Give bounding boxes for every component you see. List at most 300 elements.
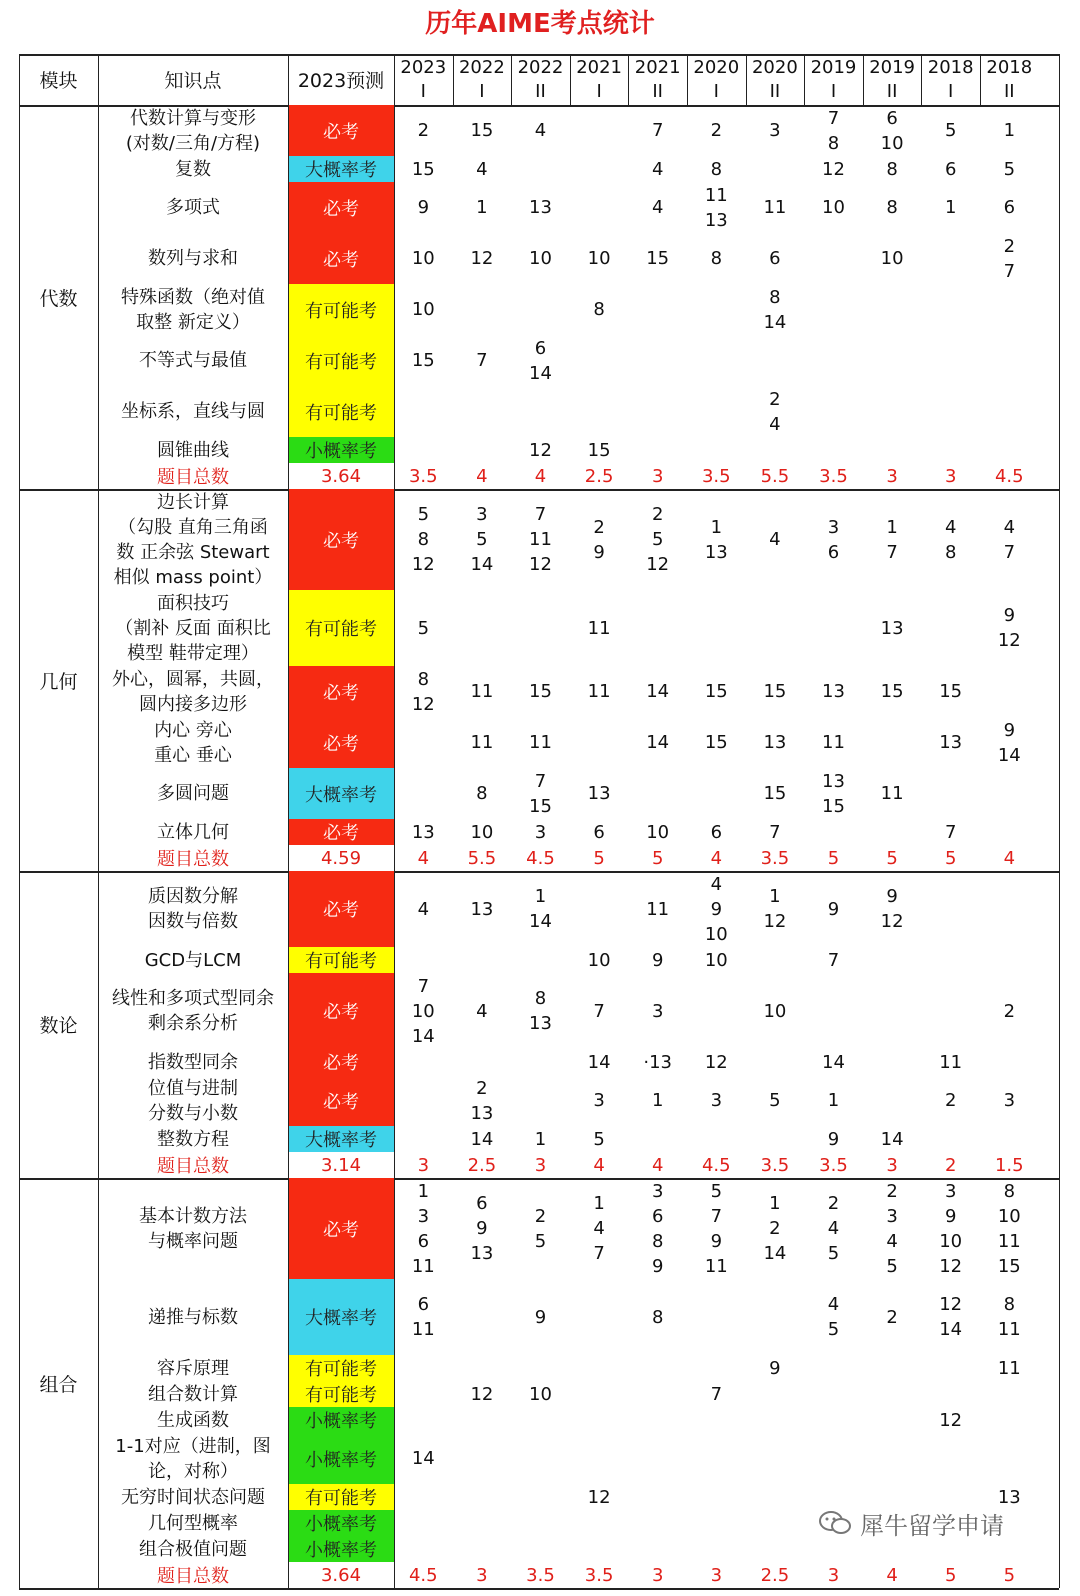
question-cell	[687, 590, 746, 666]
column-divider	[288, 54, 289, 1588]
question-cell: 10	[763, 1000, 787, 1022]
question-cell: 10	[470, 821, 494, 843]
question-cell: 8 10 11 15	[997, 1180, 1021, 1277]
header-year: 2018 I	[927, 56, 974, 102]
year-divider	[863, 54, 864, 105]
question-cell: 6 14	[529, 337, 552, 384]
topic-cell: 1-1对应（进制，图 论，对称）	[115, 1435, 271, 1482]
topic-cell: 坐标系，直线与圆	[121, 401, 265, 422]
total-cell: 3	[651, 465, 664, 487]
topic-cell: 基本计数方法 与概率问题	[139, 1205, 247, 1252]
question-cell: 2	[1003, 1000, 1016, 1022]
question-cell	[570, 1381, 629, 1407]
question-cell	[570, 1279, 629, 1355]
question-cell: 2	[710, 120, 723, 141]
question-cell	[394, 386, 453, 437]
question-cell: 4	[651, 197, 664, 218]
total-cell: 2.5	[584, 465, 614, 487]
watermark	[818, 1505, 1058, 1541]
prediction-badge: 大概率考	[288, 1126, 394, 1152]
question-cell	[394, 1536, 453, 1562]
question-cell: 7	[651, 120, 664, 141]
question-cell	[453, 1407, 512, 1433]
question-cell	[511, 1075, 570, 1126]
question-cell: 1 12	[763, 886, 787, 932]
question-cell	[804, 1355, 863, 1381]
question-cell	[628, 1407, 687, 1433]
topic-cell: 整数方程	[157, 1128, 229, 1150]
question-cell: 3	[710, 1090, 723, 1111]
question-cell: 14	[822, 1051, 845, 1073]
question-cell	[453, 1484, 512, 1510]
total-cell: 3	[827, 1564, 840, 1586]
question-cell	[628, 284, 687, 335]
question-cell	[394, 717, 453, 768]
prediction-badge: 必考	[288, 105, 394, 156]
question-cell: 5 8 12	[411, 504, 435, 575]
question-cell: 11	[529, 732, 552, 753]
question-cell: 8 14	[763, 286, 787, 333]
question-cell: 11	[880, 783, 904, 804]
question-cell: 3 6 8 9	[651, 1180, 664, 1277]
question-cell	[628, 590, 687, 666]
question-cell	[511, 1433, 570, 1484]
prediction-badge: 有可能考	[288, 947, 394, 973]
header-prediction: 2023预测	[297, 70, 385, 92]
question-cell: 6 9 13	[470, 1193, 494, 1264]
question-cell	[511, 1510, 570, 1536]
question-cell	[980, 437, 1039, 463]
question-cell: 15	[529, 681, 552, 702]
question-cell	[628, 335, 687, 386]
module-name: 数论	[39, 1015, 78, 1037]
prediction-badge: 必考	[288, 973, 394, 1049]
module-name: 组合	[39, 1373, 78, 1396]
question-cell	[687, 1279, 746, 1355]
total-cell: 1.5	[994, 1154, 1024, 1176]
question-cell: 1 4 7	[593, 1193, 605, 1264]
question-cell: 11	[763, 197, 787, 218]
question-cell	[628, 386, 687, 437]
question-cell: 9 12	[997, 605, 1021, 651]
question-cell: 14	[470, 1128, 494, 1150]
question-cell: 1	[944, 197, 957, 218]
question-cell	[980, 386, 1039, 437]
question-cell: 10	[704, 949, 728, 971]
prediction-badge: 必考	[288, 182, 394, 233]
question-cell	[687, 1433, 746, 1484]
question-cell: 5	[593, 1128, 605, 1150]
question-cell: 12	[470, 248, 494, 269]
question-cell	[570, 1433, 629, 1484]
question-cell: 1 2 14	[763, 1193, 787, 1264]
total-cell: 5	[944, 1564, 957, 1586]
question-cell: 8	[476, 783, 488, 804]
question-cell	[570, 717, 629, 768]
question-cell	[570, 386, 629, 437]
question-cell	[921, 284, 980, 335]
question-cell: 11	[587, 617, 611, 639]
question-cell	[511, 386, 570, 437]
prediction-badge: 有可能考	[288, 1355, 394, 1381]
question-cell: 14	[587, 1051, 611, 1073]
question-cell: 9 12	[880, 886, 904, 932]
question-cell: 12 14	[939, 1294, 963, 1340]
row-divider	[19, 54, 1059, 56]
question-cell	[804, 1407, 863, 1433]
total-cell: 3	[886, 465, 898, 487]
question-cell	[570, 871, 629, 947]
question-cell	[804, 1381, 863, 1407]
question-cell	[394, 1075, 453, 1126]
question-cell	[394, 1049, 453, 1075]
question-cell	[570, 182, 629, 233]
question-cell	[570, 156, 629, 182]
question-cell: 13	[587, 783, 611, 804]
prediction-badge: 有可能考	[288, 284, 394, 335]
total-prediction: 3.14	[288, 1152, 394, 1178]
question-cell	[980, 1126, 1039, 1152]
question-cell	[687, 768, 746, 819]
question-cell	[453, 1279, 512, 1355]
question-cell: 2	[886, 1306, 898, 1328]
header-year: 2021 I	[576, 56, 622, 102]
column-divider	[98, 54, 99, 1588]
question-cell	[863, 1075, 922, 1126]
total-prediction: 4.59	[288, 845, 394, 871]
question-cell: 11	[822, 732, 845, 753]
header-year: 2020 I	[693, 56, 740, 102]
total-cell: 4	[710, 847, 723, 869]
question-cell	[746, 1433, 805, 1484]
question-cell: 15	[646, 248, 670, 269]
question-cell: 8 11	[997, 1294, 1021, 1340]
question-cell	[570, 1510, 629, 1536]
question-cell: 9	[534, 1306, 547, 1328]
topic-cell: 代数计算与变形 (对数/三角/方程)	[125, 107, 261, 154]
question-cell	[511, 1484, 570, 1510]
question-cell	[511, 156, 570, 182]
question-cell: 10	[411, 248, 435, 269]
total-cell: 2.5	[760, 1564, 790, 1586]
total-cell: 4.5	[526, 847, 555, 869]
total-cell: 5	[1003, 1564, 1016, 1586]
question-cell	[394, 768, 453, 819]
question-cell: 4	[769, 529, 781, 550]
total-cell: 4	[534, 465, 547, 487]
question-cell: 8	[710, 248, 723, 269]
prediction-badge: 有可能考	[288, 1381, 394, 1407]
question-cell	[804, 233, 863, 284]
question-cell: 13	[997, 1486, 1021, 1508]
question-cell	[570, 1355, 629, 1381]
question-cell	[746, 1484, 805, 1510]
question-cell	[746, 1381, 805, 1407]
question-cell	[863, 947, 922, 973]
total-cell: 2	[944, 1154, 957, 1176]
question-cell: 11	[587, 681, 611, 702]
year-divider	[453, 54, 454, 105]
question-cell: 3	[534, 821, 547, 843]
question-cell	[628, 437, 687, 463]
header-year: 2019 II	[869, 56, 915, 102]
total-cell: 3.5	[819, 465, 848, 487]
total-cell: 4.5	[994, 465, 1024, 487]
question-cell	[687, 973, 746, 1049]
question-cell: 6	[593, 821, 605, 843]
question-cell: 8	[710, 158, 723, 180]
question-cell: 1 3 6 11	[411, 1180, 435, 1277]
question-cell: 10	[646, 821, 670, 843]
prediction-badge: 必考	[288, 819, 394, 845]
topic-cell: 组合极值问题	[139, 1538, 247, 1560]
header-year: 2018 II	[986, 56, 1033, 102]
total-cell: 4	[417, 847, 430, 869]
question-cell	[921, 590, 980, 666]
question-cell	[804, 590, 863, 666]
question-cell	[804, 1433, 863, 1484]
prediction-badge: 必考	[288, 1049, 394, 1075]
question-cell	[453, 1510, 512, 1536]
total-cell: 5	[651, 847, 664, 869]
question-cell	[453, 947, 512, 973]
question-cell: 4 8	[944, 516, 957, 563]
question-cell	[511, 590, 570, 666]
question-cell: 10	[587, 949, 611, 971]
question-cell: 13	[529, 197, 552, 218]
prediction-badge: 必考	[288, 717, 394, 768]
question-cell: 4	[534, 120, 547, 141]
total-cell: 4	[1003, 847, 1016, 869]
question-cell: 14	[880, 1128, 904, 1150]
wechat-icon	[818, 1509, 852, 1537]
question-cell: 12	[587, 1486, 611, 1508]
question-cell	[511, 1536, 570, 1562]
question-cell: 7	[710, 1383, 723, 1405]
question-cell	[980, 666, 1039, 717]
column-divider	[19, 54, 20, 1588]
question-cell	[570, 1407, 629, 1433]
total-cell: 4.5	[408, 1564, 438, 1586]
year-divider	[980, 54, 981, 105]
page-title: 历年AIME考点统计	[425, 9, 655, 39]
total-prediction: 3.64	[288, 463, 394, 489]
question-cell	[921, 1126, 980, 1152]
question-cell: 9	[827, 898, 840, 920]
question-cell: 3	[769, 120, 781, 141]
question-cell: 2 5 12	[646, 504, 670, 575]
prediction-badge: 有可能考	[288, 335, 394, 386]
question-cell: 15	[411, 350, 435, 371]
question-cell	[570, 105, 629, 156]
prediction-badge: 小概率考	[288, 1433, 394, 1484]
topic-cell: 面积技巧 （割补 反面 面积比 模型 鞋带定理）	[115, 592, 271, 664]
question-cell: 14	[646, 732, 670, 753]
question-cell: 12	[822, 158, 845, 180]
question-cell: 3	[1003, 1090, 1016, 1111]
header-year: 2019 I	[810, 56, 857, 102]
question-cell	[863, 437, 922, 463]
topic-cell: 外心，圆幂，共圆， 圆内接多边形	[112, 668, 274, 715]
topic-cell: 多圆问题	[157, 783, 229, 804]
prediction-badge: 有可能考	[288, 386, 394, 437]
question-cell: 10	[529, 1383, 552, 1405]
question-cell	[394, 947, 453, 973]
question-cell: 10	[822, 197, 845, 218]
question-cell: 3	[651, 1000, 664, 1022]
question-cell	[921, 386, 980, 437]
total-cell: 3	[710, 1564, 723, 1586]
question-cell	[921, 233, 980, 284]
question-cell: 1	[1003, 120, 1016, 141]
question-cell: 2 9	[593, 516, 605, 563]
question-cell: 15	[470, 120, 494, 141]
column-divider	[394, 54, 395, 1588]
question-cell	[453, 284, 512, 335]
question-cell: 4	[651, 158, 664, 180]
question-cell: 2 7	[1003, 235, 1016, 282]
topic-cell: 不等式与最值	[139, 350, 247, 371]
question-cell	[394, 1126, 453, 1152]
question-cell	[453, 386, 512, 437]
topic-cell: 指数型同余	[148, 1051, 238, 1073]
question-cell	[863, 717, 922, 768]
question-cell	[746, 1510, 805, 1536]
question-cell: 2 13	[470, 1077, 494, 1124]
question-cell: 7	[769, 821, 781, 843]
question-cell	[628, 1433, 687, 1484]
question-cell: 11 13	[704, 184, 728, 231]
question-cell	[980, 871, 1039, 947]
question-cell: 2	[417, 120, 430, 141]
question-cell: 6	[944, 158, 957, 180]
question-cell	[863, 1407, 922, 1433]
question-cell	[453, 437, 512, 463]
topic-cell: 容斥原理	[157, 1357, 229, 1379]
question-cell: 1	[651, 1090, 664, 1111]
header-topic: 知识点	[164, 70, 222, 92]
question-cell: 14	[646, 681, 670, 702]
question-cell: 7 15	[529, 770, 552, 817]
total-cell: 3.5	[584, 1564, 614, 1586]
question-cell: 12	[939, 1409, 963, 1431]
header-year: 2022 II	[517, 56, 564, 102]
question-cell: 7	[944, 821, 957, 843]
question-cell	[570, 1536, 629, 1562]
prediction-badge: 小概率考	[288, 437, 394, 463]
question-cell	[863, 973, 922, 1049]
question-cell: 15	[880, 681, 904, 702]
question-cell: 7 10 14	[411, 975, 435, 1047]
question-cell	[980, 1433, 1039, 1484]
question-cell: 13	[411, 821, 435, 843]
question-cell	[980, 1407, 1039, 1433]
question-cell: 9 14	[997, 719, 1021, 766]
question-cell: 8	[651, 1306, 664, 1328]
question-cell: 1	[827, 1090, 840, 1111]
total-cell: 4	[886, 1564, 898, 1586]
question-cell	[746, 335, 805, 386]
question-cell: 15	[587, 439, 611, 461]
question-cell	[394, 437, 453, 463]
prediction-badge: 必考	[288, 489, 394, 590]
total-cell: 4	[593, 1154, 605, 1176]
question-cell: 5	[417, 617, 430, 639]
question-cell: 10	[411, 299, 435, 320]
question-cell	[628, 1484, 687, 1510]
question-cell	[394, 1355, 453, 1381]
question-cell: 10	[880, 248, 904, 269]
question-cell	[863, 1049, 922, 1075]
total-cell: 5.5	[467, 847, 497, 869]
question-cell: 8	[593, 299, 605, 320]
total-cell: 3	[534, 1154, 547, 1176]
question-cell	[980, 1049, 1039, 1075]
question-cell	[453, 1433, 512, 1484]
question-cell: 13	[880, 617, 904, 639]
question-cell: 5	[1003, 158, 1016, 180]
question-cell	[921, 335, 980, 386]
topic-cell: 几何型概率	[148, 1512, 238, 1534]
total-cell: 5	[944, 847, 957, 869]
question-cell: 15	[704, 732, 728, 753]
year-divider	[628, 54, 629, 105]
total-cell: 2.5	[467, 1154, 497, 1176]
year-divider	[746, 54, 747, 105]
question-cell: 1	[476, 197, 488, 218]
question-cell	[863, 819, 922, 845]
prediction-badge: 必考	[288, 666, 394, 717]
question-cell: 9	[827, 1128, 840, 1150]
question-cell: 1	[534, 1128, 547, 1150]
total-label: 题目总数	[157, 849, 229, 870]
question-cell	[687, 284, 746, 335]
prediction-badge: 大概率考	[288, 1279, 394, 1355]
question-cell	[394, 1407, 453, 1433]
question-cell	[628, 1536, 687, 1562]
question-cell	[863, 386, 922, 437]
question-cell: 9	[651, 949, 664, 971]
aime-stats-table	[19, 54, 1059, 1585]
question-cell: 12	[470, 1383, 494, 1405]
question-cell	[863, 284, 922, 335]
question-cell	[570, 335, 629, 386]
question-cell	[863, 1433, 922, 1484]
module-name: 代数	[39, 287, 78, 310]
topic-cell: 立体几何	[157, 821, 229, 843]
total-cell: 3	[476, 1564, 488, 1586]
row-divider	[19, 1588, 1059, 1590]
topic-cell: GCD与LCM	[144, 949, 242, 971]
topic-cell: 数列与求和	[148, 248, 238, 269]
prediction-badge: 必考	[288, 1178, 394, 1279]
question-cell	[511, 1049, 570, 1075]
year-divider	[687, 54, 688, 105]
prediction-badge: 必考	[288, 1075, 394, 1126]
question-cell: 10	[529, 248, 552, 269]
question-cell: 11	[470, 681, 494, 702]
question-cell: 15	[411, 158, 435, 180]
total-cell: 4	[651, 1154, 664, 1176]
question-cell	[394, 1381, 453, 1407]
topic-cell: 组合数计算	[148, 1383, 238, 1405]
question-cell: 4	[476, 1000, 488, 1022]
question-cell: 4 5	[827, 1294, 840, 1340]
prediction-badge: 小概率考	[288, 1510, 394, 1536]
question-cell: 5	[769, 1090, 781, 1111]
question-cell: 9	[769, 1357, 781, 1379]
question-cell: 11	[470, 732, 494, 753]
